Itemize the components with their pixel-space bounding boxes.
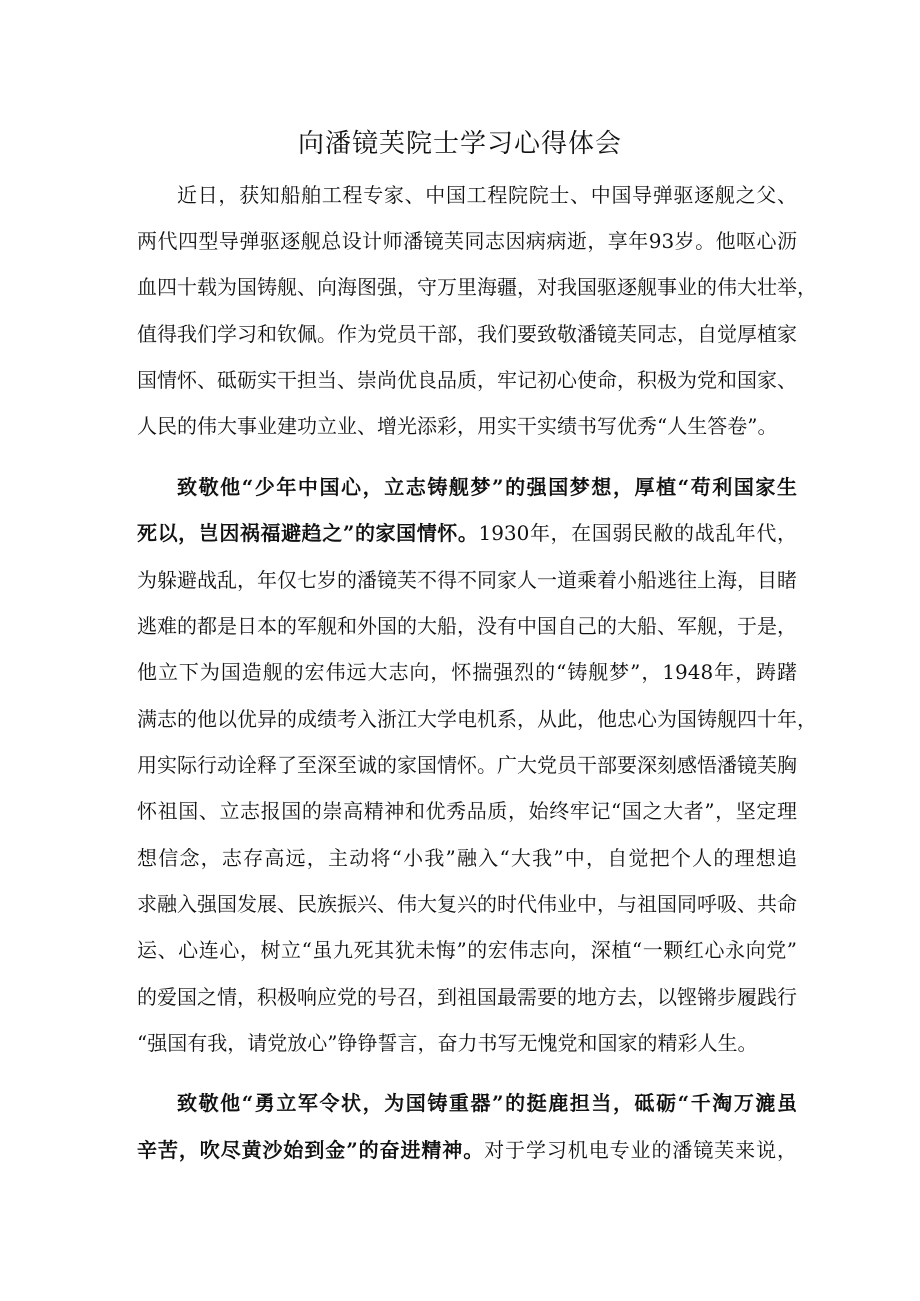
paragraph-2-line-7: 用实际行动诠释了至深至诚的家国情怀。广大党员干部要深刻感悟潘镜芙胸 [137,753,797,777]
paragraph-2-line-1: 致敬他“少年中国心，立志铸舰梦”的强国梦想，厚植“苟利国家生 [177,475,797,499]
paragraph-2-line-10: 求融入强国发展、民族振兴、伟大复兴的时代伟业中，与祖国同呼吸、共命 [137,892,797,916]
paragraph-2-line-11: 运、心连心，树立“虽九死其犹未悔”的宏伟志向，深植“一颗红心永向党” [137,938,797,962]
page-title: 向潘镜芙院士学习心得体会 [297,129,622,159]
paragraph-2-line-13: “强国有我，请党放心”铮铮誓言，奋力书写无愧党和国家的精彩人生。 [137,1031,758,1055]
paragraph-2-line-2 [137,519,797,547]
paragraph-1-line-4: 值得我们学习和钦佩。作为党员干部，我们要致敬潘镜芙同志，自觉厚植家 [137,322,797,346]
paragraph-3-line-1: 致敬他“勇立军令状，为国铸重器”的挺鹿担当，砥砺“千淘万漉虽 [177,1091,797,1115]
paragraph-3-bold-heading: 辛苦，吹尽黄沙始到金”的奋进精神。 [137,1138,485,1162]
paragraph-2-line-5: 他立下为国造舰的宏伟远大志向，怀揣强烈的“铸舰梦”，1948年，踌躇 [137,660,797,684]
paragraph-2-bold-heading: 死以，岂因祸福避趋之”的家国情怀。 [137,521,479,545]
paragraph-3-line-2 [137,1136,797,1164]
paragraph-2-line-9: 想信念，志存高远，主动将“小我”融入“大我”中，自觉把个人的理想追 [137,846,797,870]
paragraph-2-line-12: 的爱国之情，积极响应党的号召，到祖国最需要的地方去，以铿锵步履践行 [137,985,797,1009]
paragraph-2-line-4: 逃难的都是日本的军舰和外国的大船，没有中国自己的大船、军舰，于是， [137,614,797,638]
paragraph-2-line-6: 满志的他以优异的成绩考入浙江大学电机系，从此，他忠心为国铸舰四十年， [137,707,817,731]
paragraph-1-line-6: 人民的伟大事业建功立业、增光添彩，用实干实绩书写优秀“人生答卷”。 [137,414,778,438]
paragraph-1-line-5: 国情怀、砥砺实干担当、崇尚优良品质，牢记初心使命，积极为党和国家、 [137,368,797,392]
paragraph-3-line-2-rest: 对于学习机电专业的潘镜芙来说， [484,1138,797,1162]
paragraph-1-line-2: 两代四型导弹驱逐舰总设计师潘镜芙同志因病病逝，享年93岁。他呕心沥 [137,229,797,253]
paragraph-2-line-8: 怀祖国、立志报国的崇高精神和优秀品质，始终牢记“国之大者”，坚定理 [137,799,797,823]
paragraph-2-line-2-rest: 1930年，在国弱民敝的战乱年代， [478,521,797,545]
paragraph-1-line-1: 近日，获知船舶工程专家、中国工程院院士、中国导弹驱逐舰之父、 [177,183,797,207]
paragraph-2-line-3: 为躲避战乱，年仅七岁的潘镜芙不得不同家人一道乘着小船逃往上海，目睹 [137,568,797,592]
paragraph-1-line-3: 血四十载为国铸舰、向海图强，守万里海疆，对我国驱逐舰事业的伟大壮举， [137,275,817,299]
